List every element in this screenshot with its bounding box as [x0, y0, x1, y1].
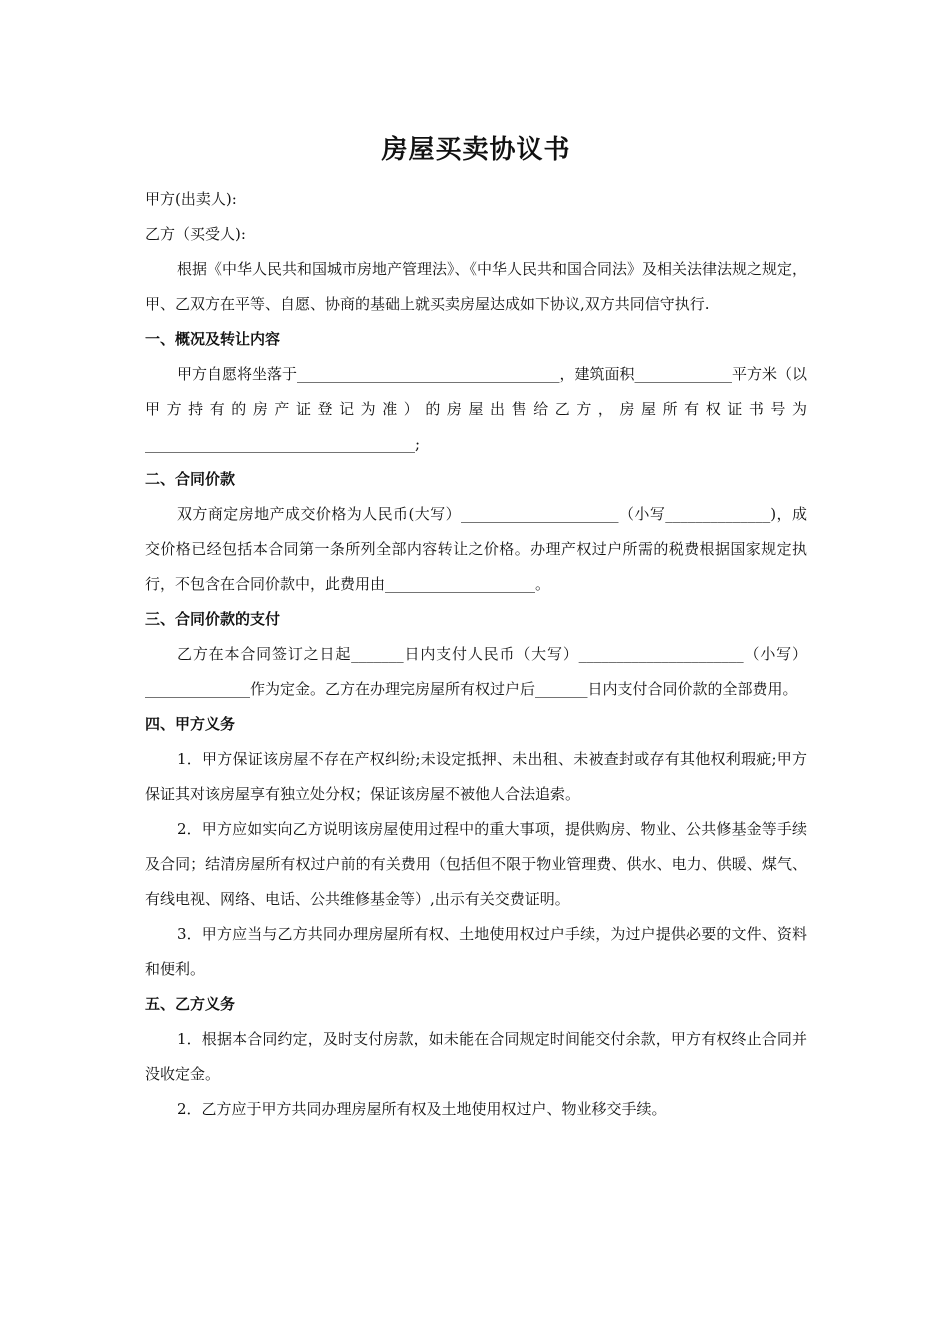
section-paragraph: 3．甲方应当与乙方共同办理房屋所有权、土地使用权过户手续，为过户提供必要的文件、资料和便利。 [145, 925, 807, 978]
section-paragraph: 乙方在本合同签订之日起_______日内支付人民币（大写）______________________（小写）______________作为定金。乙方在办理完房屋所有权过户后_______日内支付合同价款的全部费用。 [145, 645, 807, 698]
section-paragraph: 1．甲方保证该房屋不存在产权纠纷;未设定抵押、未出租、未被查封或存有其他权利瑕疵;甲方保证其对该房屋享有独立处分权；保证该房屋不被他人合法追索。 [145, 750, 807, 803]
section-heading: 三、合同价款的支付 [145, 610, 281, 628]
document-page [145, 128, 807, 1127]
section-paragraph: 甲方自愿将坐落于___________________________________，建筑面积_____________平方米（以甲方持有的房产证登记为准）的房屋出售给乙方，房屋所有权证书号为____________________________________; [145, 365, 808, 453]
section-heading: 二、合同价款 [145, 470, 236, 488]
section-2 [145, 462, 807, 602]
intro-paragraph: 根据《中华人民共和国城市房地产管理法》、《中华人民共和国合同法》及相关法律法规之规定，甲、乙双方在平等、自愿、协商的基础上就买卖房屋达成如下协议,双方共同信守执行. [145, 260, 808, 313]
document-title: 房屋买卖协议书 [381, 135, 571, 165]
section-paragraph: 2．甲方应如实向乙方说明该房屋使用过程中的重大事项，提供购房、物业、公共修基金等手续及合同；结清房屋所有权过户前的有关费用（包括但不限于物业管理费、供水、电力、供暖、煤气、有线电视、网络、电话、公共维修基金等）,出示有关交费证明。 [145, 820, 807, 908]
party-b-line: 乙方（买受人): [145, 225, 246, 243]
section-5 [145, 987, 807, 1127]
section-3 [145, 602, 807, 707]
section-heading: 五、乙方义务 [145, 995, 236, 1013]
section-paragraph: 1．根据本合同约定，及时支付房款，如未能在合同规定时间能交付余款，甲方有权终止合同并没收定金。 [145, 1030, 807, 1083]
section-1 [145, 322, 807, 462]
section-paragraph: 双方商定房地产成交价格为人民币(大写）_____________________（小写______________)，成交价格已经包括本合同第一条所列全部内容转让之价格。办理产权过户所需的税费根据国家规定执行，不包含在合同价款中，此费用由____________________。 [145, 505, 807, 593]
party-a-line: 甲方(出卖人): [145, 190, 237, 208]
section-paragraph: 2．乙方应于甲方共同办理房屋所有权及土地使用权过户、物业移交手续。 [177, 1100, 667, 1118]
section-heading: 四、甲方义务 [145, 715, 236, 733]
section-heading: 一、概况及转让内容 [145, 330, 281, 348]
section-4 [145, 707, 807, 987]
